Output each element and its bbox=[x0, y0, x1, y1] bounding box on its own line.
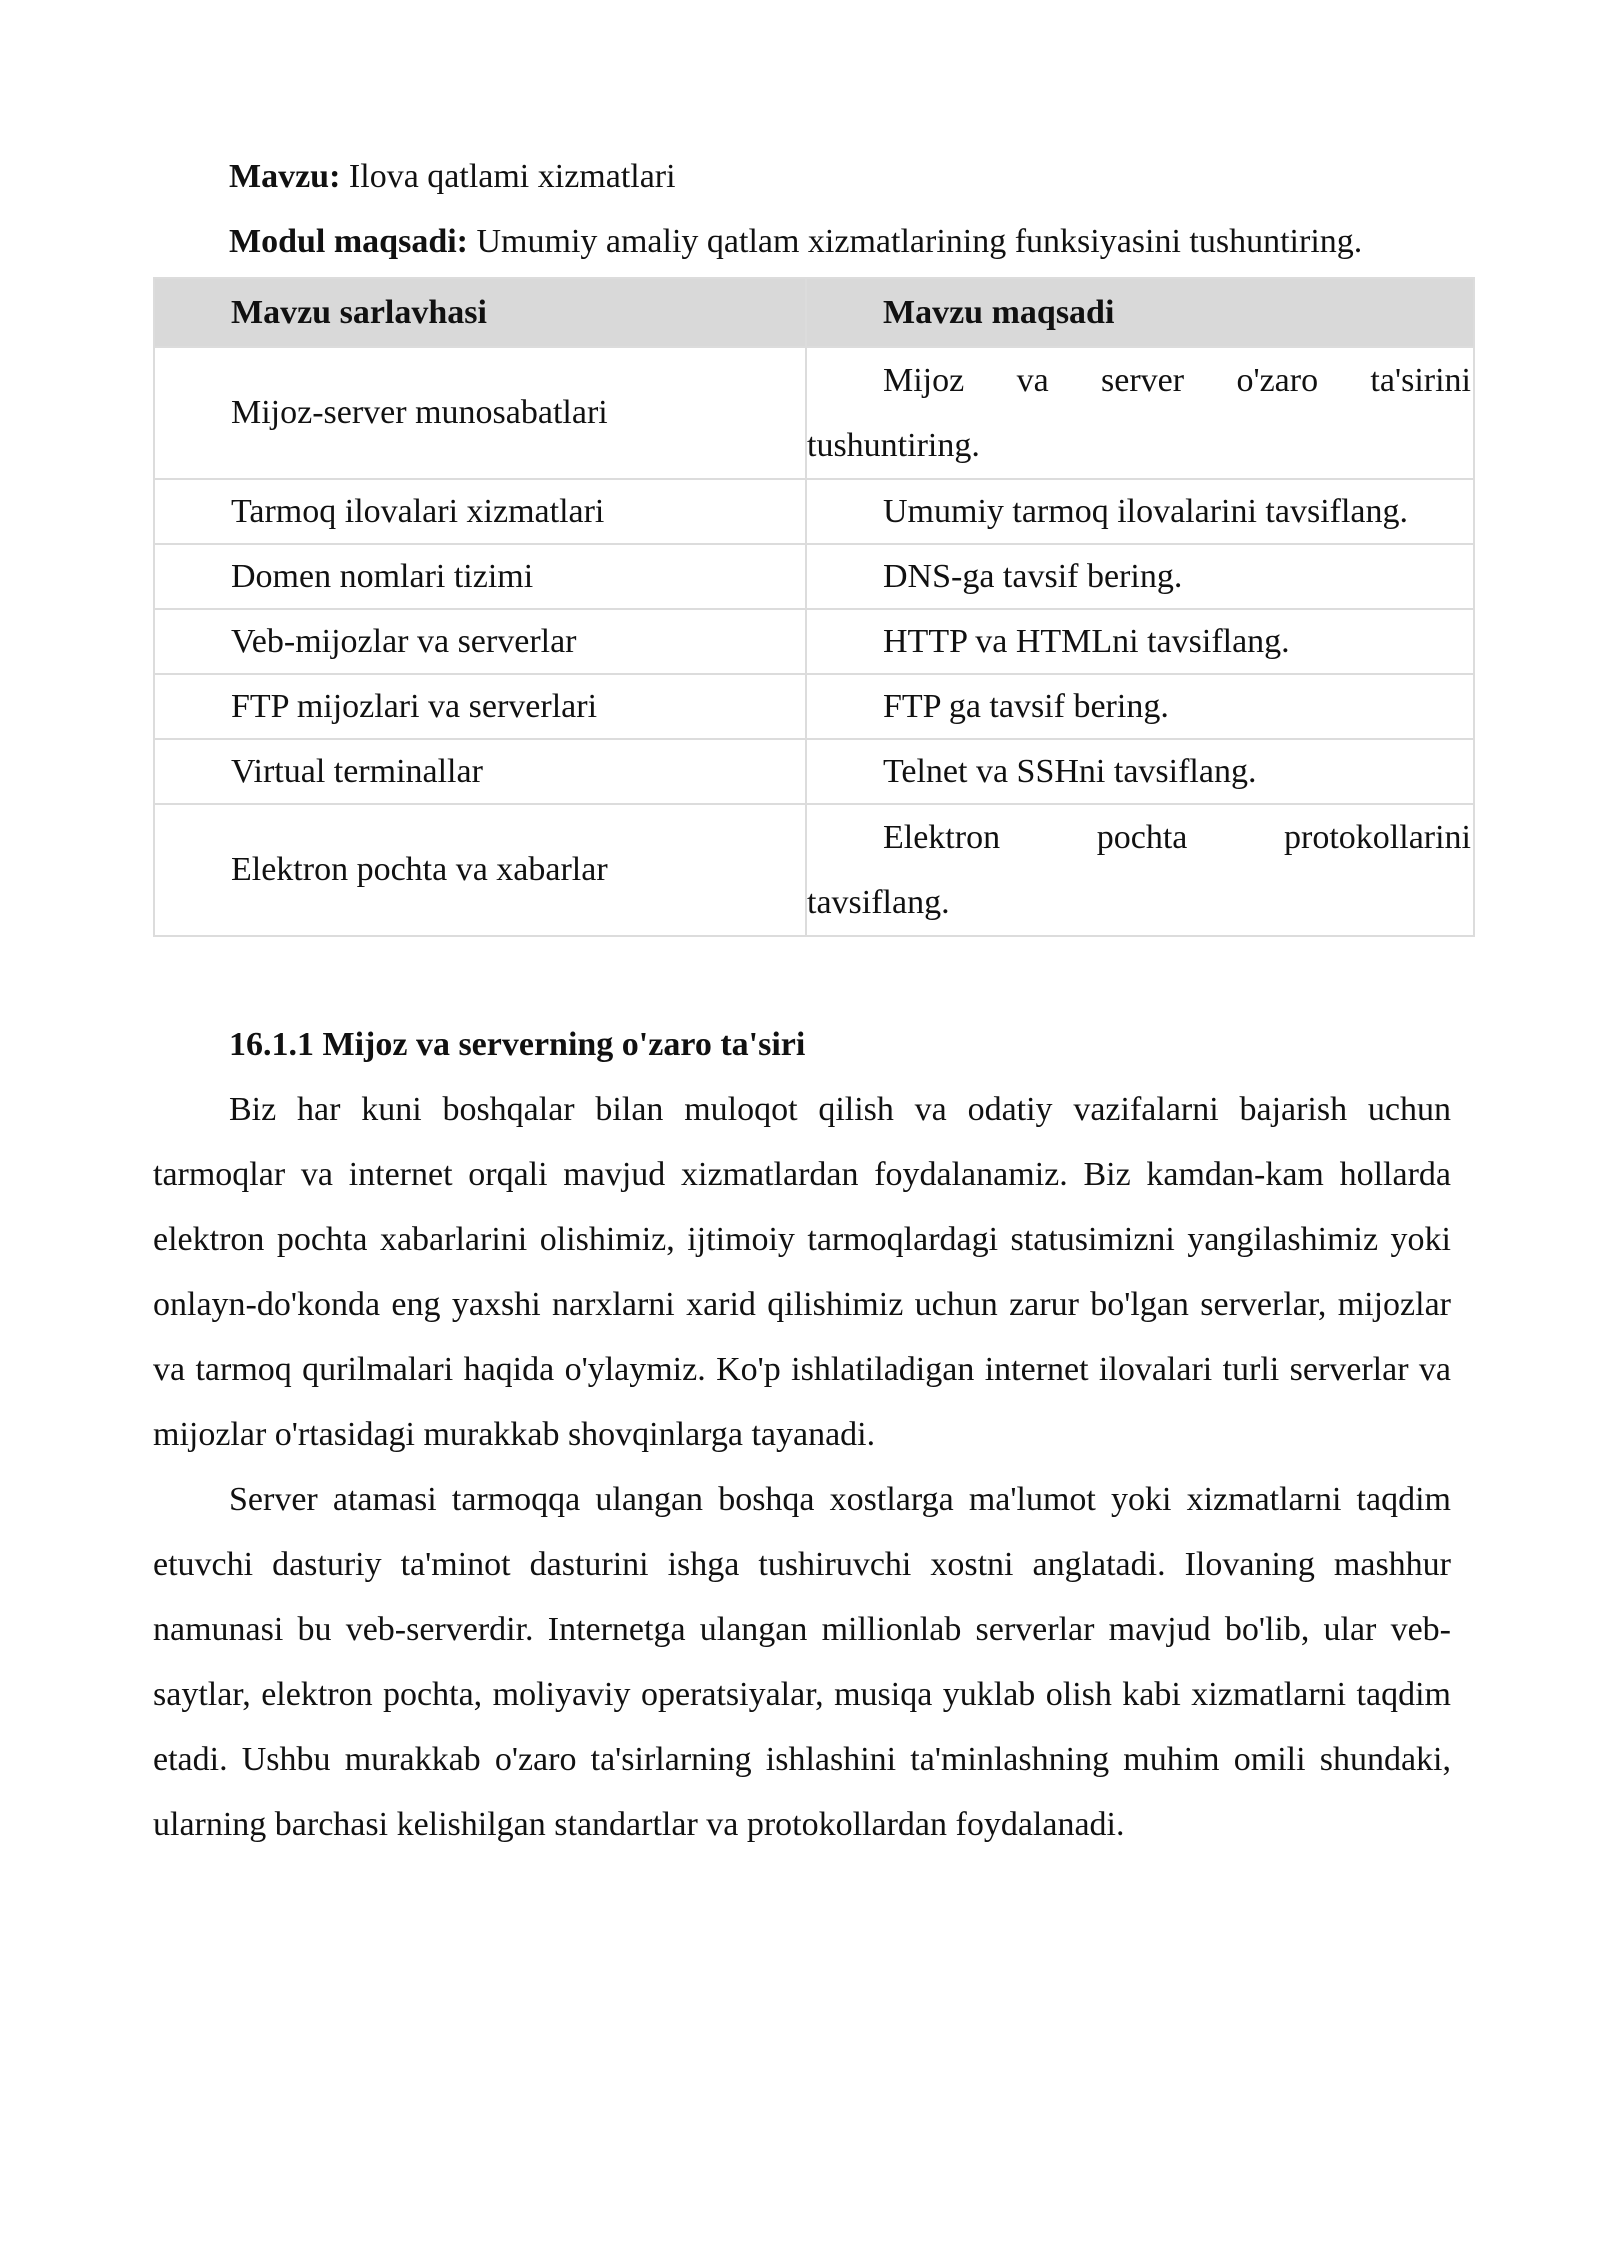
topic-goal-cell: FTP ga tavsif bering. bbox=[806, 674, 1474, 739]
topic-goal-cell: Umumiy tarmoq ilovalarini tavsiflang. bbox=[806, 479, 1474, 544]
topics-table bbox=[153, 277, 1475, 937]
page-content bbox=[153, 144, 1471, 1857]
column-header-goal: Mavzu maqsadi bbox=[806, 278, 1474, 347]
column-header-title: Mavzu sarlavhasi bbox=[154, 278, 806, 347]
topic-title-cell: Tarmoq ilovalari xizmatlari bbox=[154, 479, 806, 544]
topic-line bbox=[153, 144, 1451, 209]
table-row bbox=[154, 674, 1474, 739]
topic-title-cell: Veb-mijozlar va serverlar bbox=[154, 609, 806, 674]
body-paragraph: Server atamasi tarmoqqa ulangan boshqa xostlarga ma'lumot yoki xizmatlarni taqdim etuvchi dasturiy ta'minot dasturini ishga tushiruvchi xostni anglatadi. Ilovaning mashhur namunasi bu veb-serverdir. Internetga ulangan millionlab serverlar mavjud bo'lib, ular veb-saytlar, elektron pochta, moliyaviy operatsiyalar, musiqa yuklab olish kabi xizmatlarni taqdim etadi. Ushbu murakkab o'zaro ta'sirlarning ishlashini ta'minlashning muhim omili shundaki, ularning barchasi kelishilgan standartlar va protokollardan foydalanadi. bbox=[153, 1481, 1451, 1843]
topic-goal-cell: Telnet va SSHni tavsiflang. bbox=[806, 739, 1474, 804]
topic-title-cell: Mijoz-server munosabatlari bbox=[154, 347, 806, 479]
module-goal bbox=[153, 209, 1451, 274]
topic-title-cell: Domen nomlari tizimi bbox=[154, 544, 806, 609]
table-row bbox=[154, 739, 1474, 804]
goal-text-line2: tavsiflang. bbox=[807, 884, 950, 921]
table-row bbox=[154, 804, 1474, 936]
module-goal-label: Modul maqsadi: bbox=[229, 223, 468, 260]
topic-title-cell: Elektron pochta va xabarlar bbox=[154, 804, 806, 936]
topic-value: Ilova qatlami xizmatlari bbox=[348, 158, 676, 195]
module-goal-value: Umumiy amaliy qatlam xizmatlarining funksiyasini tushuntiring. bbox=[476, 223, 1363, 260]
topic-goal-cell: DNS-ga tavsif bering. bbox=[806, 544, 1474, 609]
topic-goal-cell bbox=[806, 347, 1474, 479]
topic-title-cell: Virtual terminallar bbox=[154, 739, 806, 804]
topic-goal-cell: HTTP va HTMLni tavsiflang. bbox=[806, 609, 1474, 674]
section-heading: 16.1.1 Mijoz va serverning o'zaro ta'siri bbox=[229, 1026, 806, 1063]
goal-text-line2: tushuntiring. bbox=[807, 427, 980, 464]
table-row bbox=[154, 347, 1474, 479]
body-paragraph: Biz har kuni boshqalar bilan muloqot qilish va odatiy vazifalarni bajarish uchun tarmoqlar va internet orqali mavjud xizmatlardan foydalanamiz. Biz kamdan-kam hollarda elektron pochta xabarlarini olishimiz, ijtimoiy tarmoqlardagi statusimizni yangilashimiz yoki onlayn-do'konda eng yaxshi narxlarni xarid qilishimiz uchun zarur bo'lgan serverlar, mijozlar va tarmoq qurilmalari haqida o'ylaymiz. Ko'p ishlatiladigan internet ilovalari turli serverlar va mijozlar o'rtasidagi murakkab shovqinlarga tayanadi. bbox=[153, 1091, 1451, 1453]
table-row bbox=[154, 544, 1474, 609]
topic-goal-cell bbox=[806, 804, 1474, 936]
table-row bbox=[154, 609, 1474, 674]
table-header-row bbox=[154, 278, 1474, 347]
topic-title-cell: FTP mijozlari va serverlari bbox=[154, 674, 806, 739]
topic-label: Mavzu: bbox=[229, 158, 341, 195]
goal-text-line1: Mijoz va server o'zaro ta'sirini bbox=[883, 362, 1471, 399]
goal-text-line1: Elektron pochta protokollarini bbox=[883, 819, 1471, 856]
table-row bbox=[154, 479, 1474, 544]
